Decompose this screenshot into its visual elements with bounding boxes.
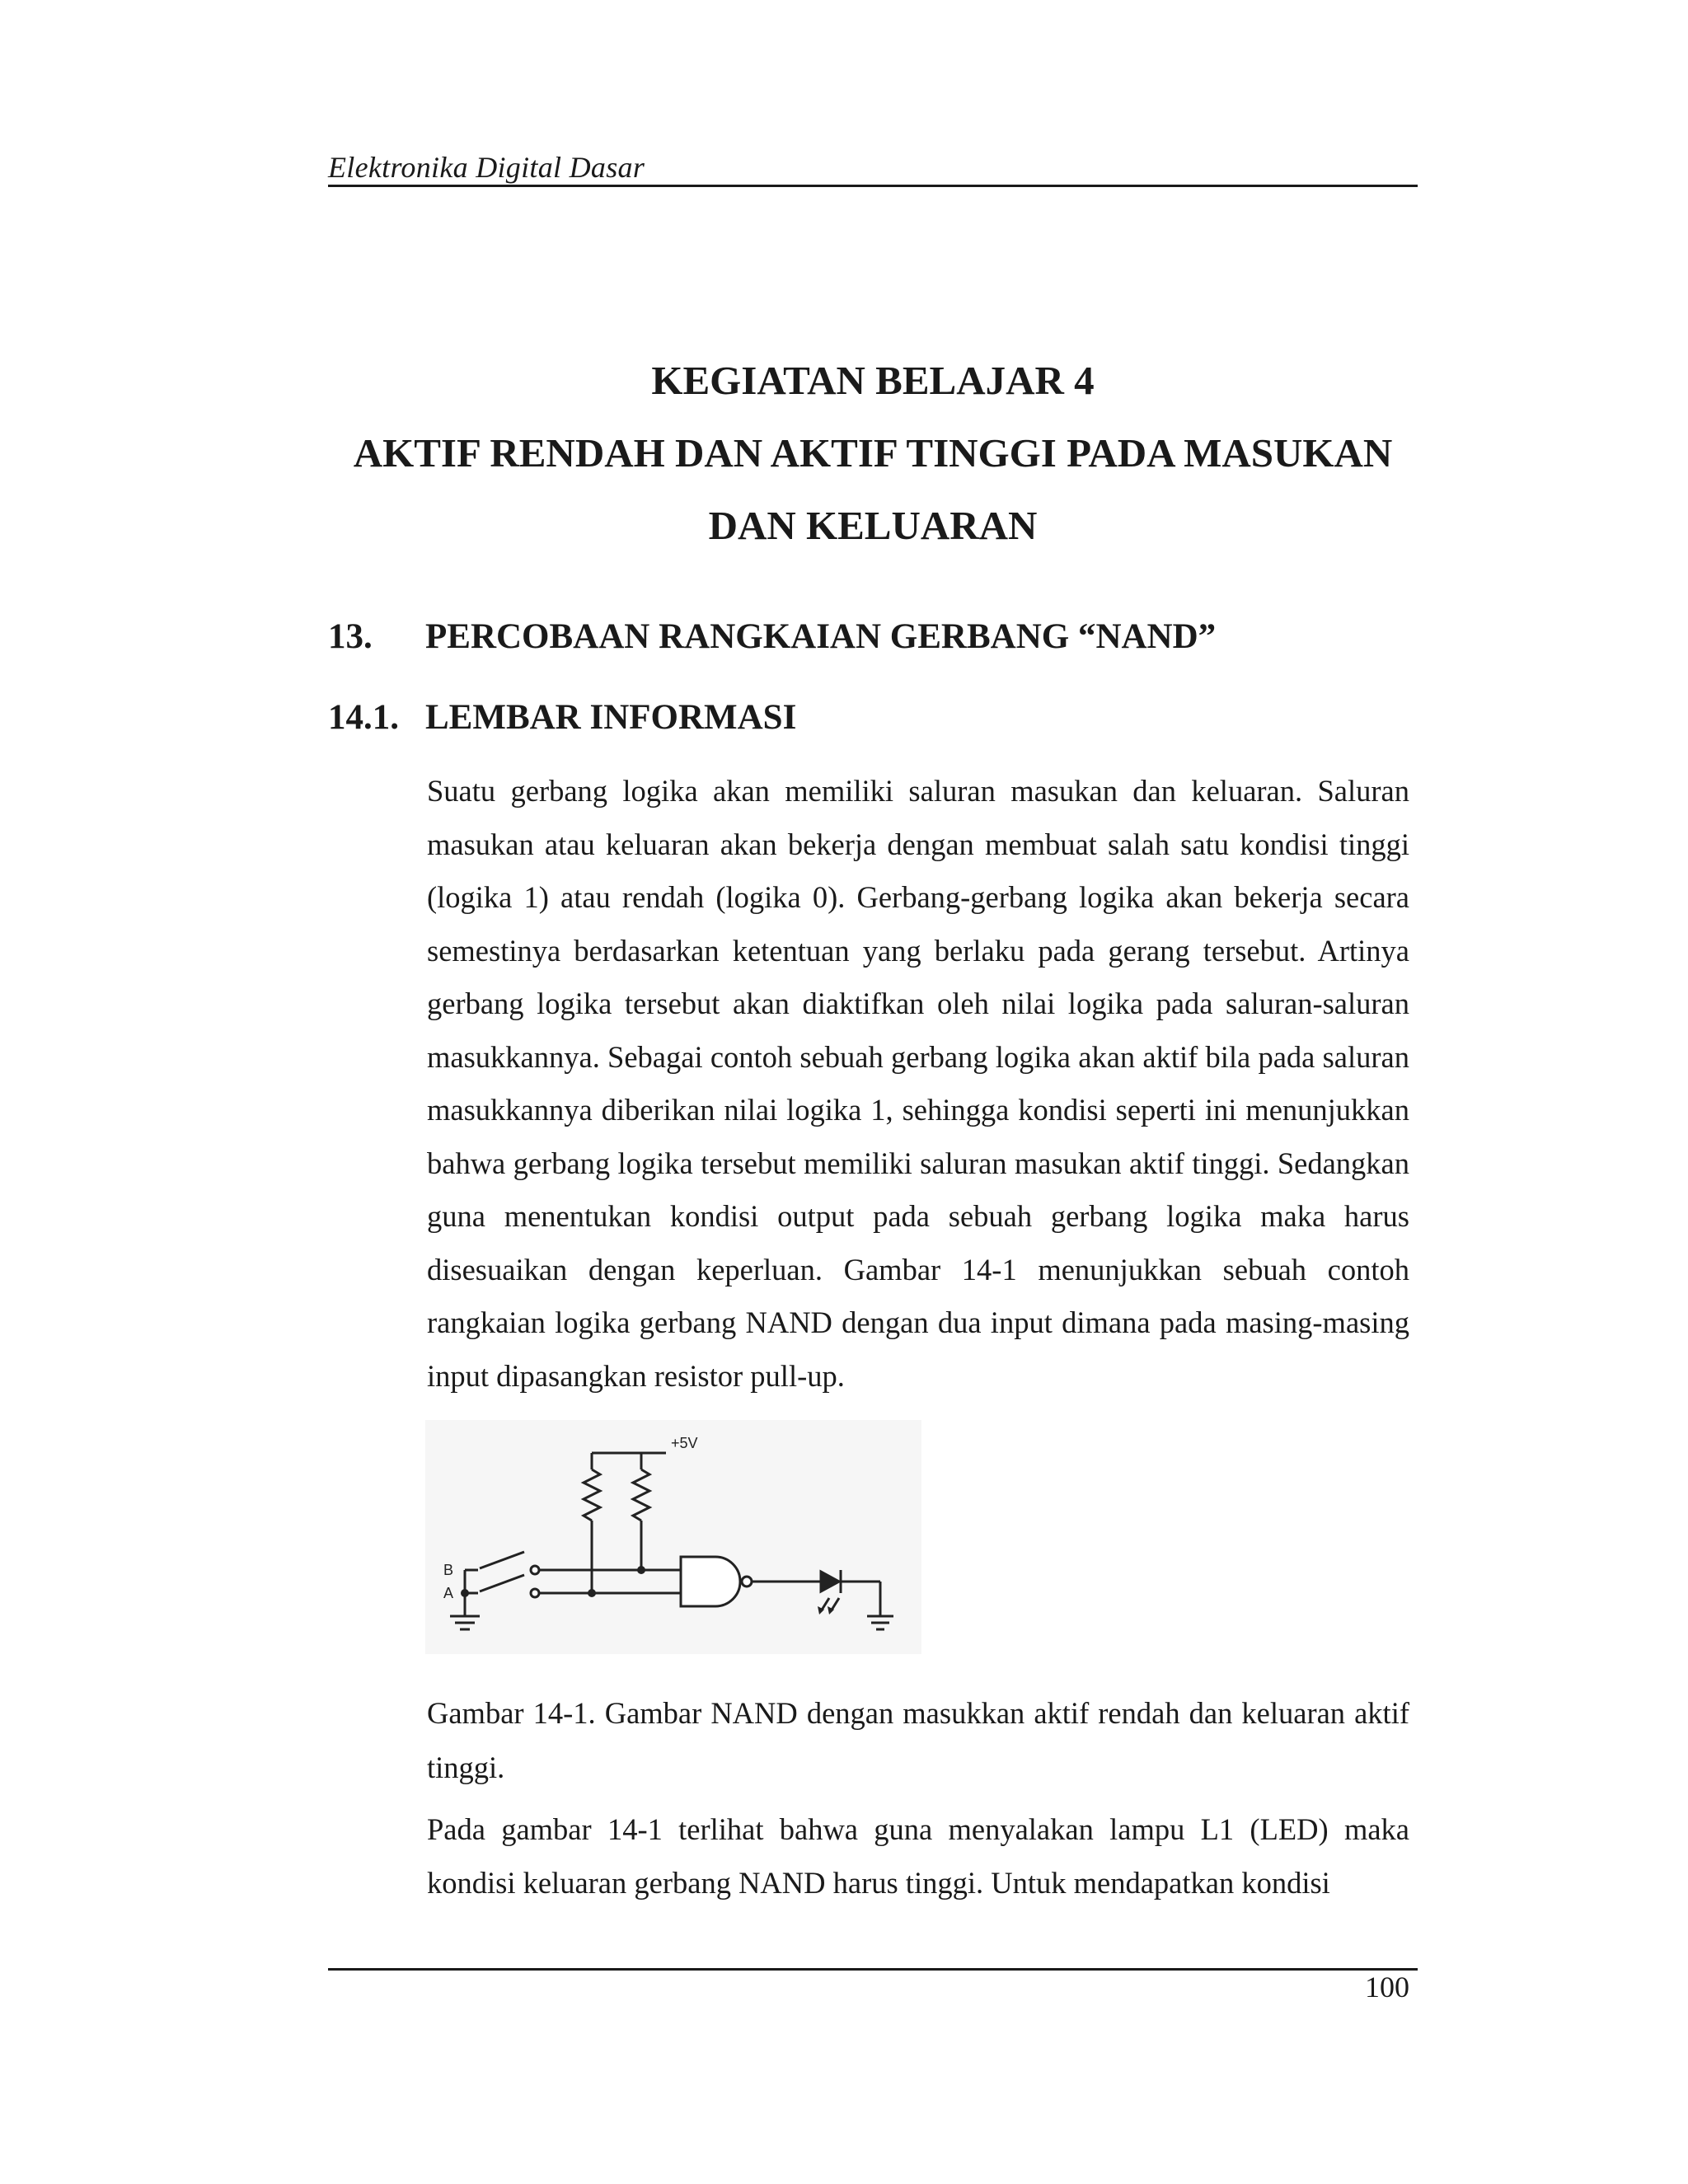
section-title: LEMBAR INFORMASI [425,698,797,737]
chapter-title [328,344,1418,562]
nand-circuit-figure [425,1420,921,1654]
resistor-r1 [584,1469,600,1521]
chapter-title-line-2: AKTIF RENDAH DAN AKTIF TINGGI PADA MASUKAN [353,430,1393,476]
input-b-label: B [443,1562,454,1578]
information-paragraph [427,765,1409,1403]
resistor-r2 [633,1469,649,1521]
led-l1 [821,1572,839,1591]
nand-bubble [742,1577,752,1586]
figure-caption: Gambar 14-1. Gambar NAND dengan masukkan aktif rendah dan keluaran aktif tinggi. [427,1696,1409,1784]
section-heading-13 [328,616,1216,657]
section-heading-14-1 [328,697,796,738]
header-rule [328,185,1418,187]
running-header: Elektronika Digital Dasar [328,151,645,184]
paragraph-text: Pada gambar 14-1 terlihat bahwa guna menyalakan lampu L1 (LED) maka kondisi keluaran gerbang NAND harus tinggi. Untuk mendapatkan kondisi [427,1812,1409,1900]
nand-circuit-diagram [425,1420,921,1654]
section-title: PERCOBAAN RANGKAIAN GERBANG “NAND” [425,617,1217,656]
chapter-title-line-1: KEGIATAN BELAJAR 4 [651,358,1095,403]
switch-b [480,1552,524,1568]
paragraph-text: Suatu gerbang logika akan memiliki saluran masukan dan keluaran. Saluran masukan atau keluaran akan bekerja dengan membuat salah satu kondisi tinggi (logika 1) atau rendah (logika 0). Gerbang-gerbang logika akan bekerja secara semestinya berdasarkan ketentuan yang berlaku pada gerang tersebut. Artinya gerbang logika tersebut akan diaktifkan oleh nilai logika pada saluran-saluran masukkannya. Sebagai contoh sebuah gerbang logika akan aktif bila pada saluran masukkannya diberikan nilai logika 1, sehingga kondisi seperti ini menunjukkan bahwa gerbang logika tersebut memiliki saluran masukan aktif tinggi. Sedangkan guna menentukan kondisi output pada sebuah gerbang logika maka harus disesuaikan dengan keperluan. Gambar 14-1 menunjukkan sebuah contoh rangkaian logika gerbang NAND dengan dua input dimana pada masing-masing input dipasangkan resistor pull-up. [427,774,1409,1393]
section-number: 14.1. [328,698,399,737]
nand-gate [681,1557,740,1606]
chapter-title-line-3: DAN KELUARAN [708,503,1038,548]
analysis-paragraph [427,1803,1409,1910]
section-number: 13. [328,617,373,656]
input-a-label: A [443,1585,454,1601]
footer-rule [328,1968,1418,1971]
supply-label: +5V [671,1435,698,1451]
page-number: 100 [1365,1971,1409,2004]
switch-a [480,1575,524,1591]
